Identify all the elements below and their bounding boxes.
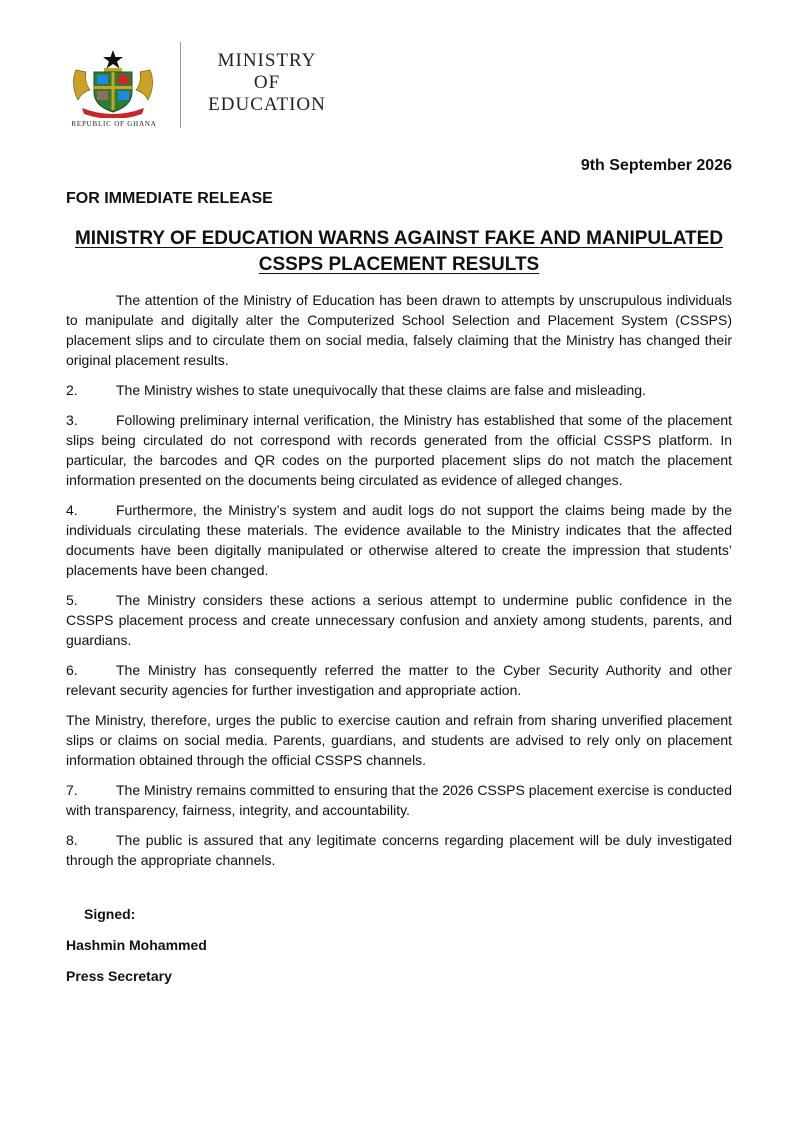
signed-label: Signed: xyxy=(84,906,136,922)
signatory-title: Press Secretary xyxy=(66,968,172,984)
ministry-wordmark xyxy=(192,50,342,116)
paragraph-1 xyxy=(66,290,732,370)
paragraph-8 xyxy=(66,830,732,870)
paragraph-text: The Ministry, therefore, urges the public to exercise caution and refrain from sharing unverified placement slips or claims on social media. Parents, guardians, and students are advised to rely only on placement information obtained through the official CSSPS channels. xyxy=(66,712,732,768)
signatory-name: Hashmin Mohammed xyxy=(66,937,207,953)
paragraph-2 xyxy=(66,380,732,400)
paragraph-7 xyxy=(66,780,732,820)
paragraph-number: 4. xyxy=(66,502,78,518)
paragraph-text: The Ministry wishes to state unequivocally that these claims are false and misleading. xyxy=(116,382,646,398)
paragraph-4 xyxy=(66,500,732,580)
ghana-coat-of-arms-icon xyxy=(68,48,158,118)
headline: MINISTRY OF EDUCATION WARNS AGAINST FAKE AND MANIPULATED CSSPS PLACEMENT RESULTS xyxy=(74,228,724,275)
paragraph-5 xyxy=(66,590,732,650)
paragraph-3 xyxy=(66,410,732,490)
ministry-line-1: MINISTRY xyxy=(217,50,317,71)
ministry-line-2: OF xyxy=(253,72,281,93)
paragraph-text: Following preliminary internal verification, the Ministry has established that some of the placement slips being circulated do not correspond with records generated from the official CSSPS platform. In particular, the barcodes and QR codes on the purported placement slips do not match the placement information presented on the documents being circulated as evidence of alleged changes. xyxy=(66,412,732,488)
paragraph-text: The attention of the Ministry of Education has been drawn to attempts by unscrupulous individuals to manipulate and digitally alter the Computerized School Selection and Placement System (CSSPS) placement slips and to circulate them on social media, falsely claiming that the Ministry has changed their original placement results. xyxy=(66,292,732,368)
paragraph-number: 8. xyxy=(66,832,78,848)
paragraph-number: 7. xyxy=(66,782,78,798)
paragraph-text: The Ministry considers these actions a serious attempt to undermine public confidence in the CSSPS placement process and create unnecessary confusion and anxiety among students, parents, and guardians. xyxy=(66,592,732,648)
paragraph-number: 5. xyxy=(66,592,78,608)
paragraph-text: The Ministry has consequently referred the matter to the Cyber Security Authority and other relevant security agencies for further investigation and appropriate action. xyxy=(66,662,732,698)
letterhead xyxy=(58,42,358,132)
release-label: FOR IMMEDIATE RELEASE xyxy=(66,190,273,207)
paragraph-text: The Ministry remains committed to ensuring that the 2026 CSSPS placement exercise is conducted with transparency, fairness, integrity, and accountability. xyxy=(66,782,732,818)
paragraph-urging xyxy=(66,710,732,770)
republic-caption: REPUBLIC OF GHANA xyxy=(71,120,157,128)
paragraph-number: 3. xyxy=(66,412,78,428)
paragraph-text: The public is assured that any legitimate concerns regarding placement will be duly investigated through the appropriate channels. xyxy=(66,832,732,868)
letterhead-divider xyxy=(180,42,181,128)
paragraph-6 xyxy=(66,660,732,700)
paragraph-text: Furthermore, the Ministry’s system and audit logs do not support the claims being made by the individuals circulating these materials. The evidence available to the Ministry indicates that the affected documents have been digitally manipulated or otherwise altered to create the impression that students’ placements have been changed. xyxy=(66,502,732,578)
paragraph-number: 2. xyxy=(66,382,78,398)
paragraph-number: 6. xyxy=(66,662,78,678)
ministry-line-3: EDUCATION xyxy=(208,94,326,115)
release-body xyxy=(66,290,732,880)
release-date: 9th September 2026 xyxy=(580,157,732,174)
